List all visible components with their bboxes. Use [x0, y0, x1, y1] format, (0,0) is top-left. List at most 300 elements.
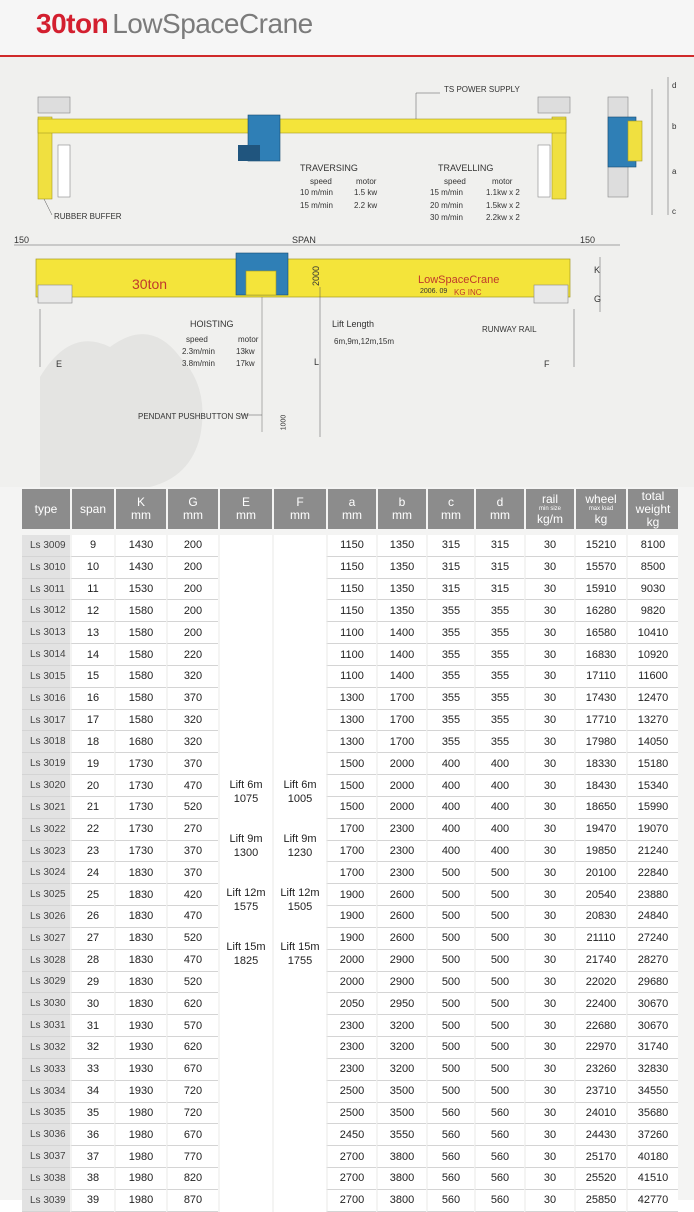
cell-wheel: 16580: [574, 622, 626, 644]
dim-a-label: a: [672, 167, 677, 176]
cell-wheel: 23260: [574, 1059, 626, 1081]
cell-wheel: 25520: [574, 1168, 626, 1190]
cell-a: 1150: [326, 557, 376, 579]
cell-e-line: 1575: [233, 901, 259, 914]
cell-rail: 30: [524, 644, 574, 666]
col-c: c mm: [426, 489, 474, 529]
col-rail: rail min size kg/m: [524, 489, 574, 529]
page-title: [36, 8, 313, 40]
travelling-motor-1: 1.1kw x 2: [486, 188, 520, 197]
cell-span: 24: [70, 862, 114, 884]
cell-span: 29: [70, 972, 114, 994]
travelling-motor-header: motor: [492, 177, 513, 186]
cell-c: 500: [426, 1015, 474, 1037]
table-row: [22, 688, 678, 710]
cell-rail: 30: [524, 928, 574, 950]
cell-rail: 30: [524, 1124, 574, 1146]
cell-e-merged: [218, 529, 272, 1212]
cell-rail: 30: [524, 972, 574, 994]
cell-d: 500: [474, 1081, 524, 1103]
cell-type: Ls 3033: [22, 1059, 70, 1081]
cell-b: 3800: [376, 1146, 426, 1168]
cell-rail: 30: [524, 906, 574, 928]
table-row: [22, 579, 678, 601]
cell-type: Ls 3037: [22, 1146, 70, 1168]
cell-wheel: 20540: [574, 884, 626, 906]
cell-c: 355: [426, 644, 474, 666]
cell-wheel: 22680: [574, 1015, 626, 1037]
cell-rail: 30: [524, 797, 574, 819]
cell-k: 1730: [114, 775, 166, 797]
beam-maker-label: KG INC: [454, 288, 482, 297]
cell-rail: 30: [524, 753, 574, 775]
cell-rail: 30: [524, 622, 574, 644]
cell-wheel: 25170: [574, 1146, 626, 1168]
travelling-speed-header: speed: [444, 177, 466, 186]
cell-b: 1400: [376, 622, 426, 644]
cell-rail: 30: [524, 1146, 574, 1168]
cell-k: 1580: [114, 644, 166, 666]
cell-k: 1580: [114, 710, 166, 732]
side-view-crane: [608, 77, 668, 215]
cell-span: 20: [70, 775, 114, 797]
cell-d: 355: [474, 600, 524, 622]
table-row: [22, 906, 678, 928]
cell-type: Ls 3023: [22, 841, 70, 863]
table-row: [22, 1168, 678, 1190]
cell-total-weight: 19070: [626, 819, 678, 841]
dim-1000-label: 1000: [280, 414, 288, 431]
cell-wheel: 19470: [574, 819, 626, 841]
cell-g: 520: [166, 797, 218, 819]
table-row: [22, 841, 678, 863]
cell-type: Ls 3021: [22, 797, 70, 819]
cell-g: 270: [166, 819, 218, 841]
cell-b: 2300: [376, 841, 426, 863]
cell-g: 370: [166, 841, 218, 863]
cell-span: 13: [70, 622, 114, 644]
cell-c: 355: [426, 731, 474, 753]
header: [0, 0, 694, 56]
cell-f-line: 1755: [287, 955, 313, 968]
table-row: [22, 950, 678, 972]
cell-c: 500: [426, 950, 474, 972]
hoisting-motor-1: 13kw: [236, 347, 255, 356]
cell-a: 1300: [326, 731, 376, 753]
cell-span: 11: [70, 579, 114, 601]
dim-g-label: G: [594, 294, 602, 304]
cell-span: 39: [70, 1190, 114, 1212]
cell-k: 1830: [114, 950, 166, 972]
cell-k: 1730: [114, 797, 166, 819]
cell-rail: 30: [524, 688, 574, 710]
cell-d: 560: [474, 1190, 524, 1212]
runway-rail-label: RUNWAY RAIL: [482, 325, 537, 334]
col-e: E mm: [218, 489, 272, 529]
cell-type: Ls 3020: [22, 775, 70, 797]
cell-k: 1930: [114, 1059, 166, 1081]
span-left-dim: 150: [14, 235, 30, 245]
cell-type: Ls 3018: [22, 731, 70, 753]
spec-table: [22, 489, 678, 1212]
table-row: [22, 1059, 678, 1081]
cell-b: 2950: [376, 993, 426, 1015]
cell-type: Ls 3012: [22, 600, 70, 622]
cell-total-weight: 28270: [626, 950, 678, 972]
cell-g: 670: [166, 1059, 218, 1081]
table-row: [22, 557, 678, 579]
table-row: [22, 529, 678, 557]
cell-g: 370: [166, 753, 218, 775]
cell-k: 1680: [114, 731, 166, 753]
cell-c: 315: [426, 557, 474, 579]
cell-c: 560: [426, 1168, 474, 1190]
cell-g: 670: [166, 1124, 218, 1146]
cell-g: 320: [166, 710, 218, 732]
cell-type: Ls 3031: [22, 1015, 70, 1037]
cell-wheel: 24010: [574, 1103, 626, 1125]
cell-g: 570: [166, 1015, 218, 1037]
cell-g: 200: [166, 579, 218, 601]
cell-k: 1830: [114, 972, 166, 994]
cell-span: 16: [70, 688, 114, 710]
cell-a: 1150: [326, 529, 376, 557]
cell-c: 315: [426, 529, 474, 557]
cell-g: 470: [166, 775, 218, 797]
cell-d: 400: [474, 775, 524, 797]
cell-g: 200: [166, 600, 218, 622]
table-row: [22, 862, 678, 884]
cell-k: 1730: [114, 841, 166, 863]
cell-rail: 30: [524, 1103, 574, 1125]
cell-wheel: 25850: [574, 1190, 626, 1212]
cell-k: 1830: [114, 928, 166, 950]
col-wheel: wheel max load kg: [574, 489, 626, 529]
table-row: [22, 1015, 678, 1037]
cell-wheel: 22020: [574, 972, 626, 994]
cell-c: 355: [426, 600, 474, 622]
cell-b: 2900: [376, 950, 426, 972]
traversing-speed-2: 15 m/min: [300, 201, 333, 210]
cell-b: 2600: [376, 906, 426, 928]
cell-b: 2900: [376, 972, 426, 994]
cell-wheel: 21110: [574, 928, 626, 950]
cell-c: 560: [426, 1124, 474, 1146]
cell-c: 400: [426, 775, 474, 797]
cell-b: 3500: [376, 1081, 426, 1103]
cell-k: 1980: [114, 1190, 166, 1212]
traversing-speed-header: speed: [310, 177, 332, 186]
cell-total-weight: 21240: [626, 841, 678, 863]
cell-g: 470: [166, 906, 218, 928]
cell-type: Ls 3028: [22, 950, 70, 972]
spec-table-body: [22, 529, 678, 1212]
cell-b: 3200: [376, 1059, 426, 1081]
dim-f-label: F: [544, 359, 550, 369]
cell-b: 1350: [376, 529, 426, 557]
cell-span: 33: [70, 1059, 114, 1081]
cell-d: 500: [474, 972, 524, 994]
cell-k: 1580: [114, 600, 166, 622]
cell-wheel: 20830: [574, 906, 626, 928]
cell-a: 2300: [326, 1059, 376, 1081]
cell-k: 1430: [114, 557, 166, 579]
cell-span: 36: [70, 1124, 114, 1146]
cell-a: 2700: [326, 1168, 376, 1190]
cell-k: 1930: [114, 1015, 166, 1037]
cell-wheel: 24430: [574, 1124, 626, 1146]
cell-k: 1830: [114, 862, 166, 884]
cell-a: 1100: [326, 666, 376, 688]
cell-span: 10: [70, 557, 114, 579]
cell-total-weight: 24840: [626, 906, 678, 928]
cell-k: 1930: [114, 1081, 166, 1103]
travelling-title: TRAVELLING: [438, 163, 494, 173]
cell-e-line: 1075: [233, 793, 259, 806]
cell-d: 560: [474, 1103, 524, 1125]
cell-g: 320: [166, 666, 218, 688]
cell-a: 1300: [326, 688, 376, 710]
cell-d: 355: [474, 731, 524, 753]
cell-total-weight: 8500: [626, 557, 678, 579]
crane-drawing-svg: [0, 57, 694, 487]
cell-a: 1500: [326, 797, 376, 819]
table-row: [22, 1146, 678, 1168]
cell-b: 2300: [376, 819, 426, 841]
cell-d: 560: [474, 1124, 524, 1146]
table-row: [22, 928, 678, 950]
cell-c: 500: [426, 1081, 474, 1103]
cell-d: 500: [474, 928, 524, 950]
col-span: span: [70, 489, 114, 529]
cell-d: 400: [474, 753, 524, 775]
cell-k: 1430: [114, 529, 166, 557]
cell-span: 22: [70, 819, 114, 841]
cell-a: 1300: [326, 710, 376, 732]
cell-type: Ls 3027: [22, 928, 70, 950]
table-row: [22, 993, 678, 1015]
title-product: LowSpaceCrane: [112, 8, 313, 39]
table-row: [22, 753, 678, 775]
cell-type: Ls 3017: [22, 710, 70, 732]
cell-d: 560: [474, 1146, 524, 1168]
col-d: d mm: [474, 489, 524, 529]
hoisting-motor-2: 17kw: [236, 359, 255, 368]
cell-c: 355: [426, 666, 474, 688]
col-g: G mm: [166, 489, 218, 529]
cell-wheel: 15910: [574, 579, 626, 601]
cell-a: 2700: [326, 1146, 376, 1168]
cell-g: 820: [166, 1168, 218, 1190]
col-type: type: [22, 489, 70, 529]
cell-rail: 30: [524, 1190, 574, 1212]
cell-e-line: Lift 9m: [229, 833, 263, 846]
cell-d: 500: [474, 993, 524, 1015]
cell-c: 500: [426, 972, 474, 994]
cell-g: 620: [166, 993, 218, 1015]
cell-span: 21: [70, 797, 114, 819]
cell-type: Ls 3011: [22, 579, 70, 601]
cell-b: 2000: [376, 797, 426, 819]
col-f: F mm: [272, 489, 326, 529]
cell-type: Ls 3035: [22, 1103, 70, 1125]
cell-k: 1730: [114, 819, 166, 841]
cell-total-weight: 9030: [626, 579, 678, 601]
lift-length-title: Lift Length: [332, 319, 375, 329]
cell-g: 420: [166, 884, 218, 906]
cell-b: 2300: [376, 862, 426, 884]
cell-d: 315: [474, 579, 524, 601]
table-row: [22, 797, 678, 819]
table-row: [22, 622, 678, 644]
table-row: [22, 644, 678, 666]
cell-a: 2050: [326, 993, 376, 1015]
cell-g: 720: [166, 1081, 218, 1103]
cell-b: 1350: [376, 557, 426, 579]
cell-c: 500: [426, 1037, 474, 1059]
cell-a: 1700: [326, 819, 376, 841]
cell-total-weight: 11600: [626, 666, 678, 688]
cell-rail: 30: [524, 841, 574, 863]
cell-b: 3500: [376, 1103, 426, 1125]
cell-b: 1700: [376, 731, 426, 753]
cell-k: 1830: [114, 884, 166, 906]
cell-span: 34: [70, 1081, 114, 1103]
cell-total-weight: 15990: [626, 797, 678, 819]
cell-type: Ls 3026: [22, 906, 70, 928]
cell-rail: 30: [524, 666, 574, 688]
cell-c: 500: [426, 928, 474, 950]
cell-total-weight: 42770: [626, 1190, 678, 1212]
cell-rail: 30: [524, 993, 574, 1015]
cell-total-weight: 30670: [626, 993, 678, 1015]
cell-f-line: 1230: [287, 847, 313, 860]
cell-g: 200: [166, 557, 218, 579]
cell-k: 1580: [114, 666, 166, 688]
cell-wheel: 22400: [574, 993, 626, 1015]
cell-c: 500: [426, 862, 474, 884]
cell-b: 1700: [376, 688, 426, 710]
cell-a: 2500: [326, 1103, 376, 1125]
cell-c: 500: [426, 1059, 474, 1081]
cell-total-weight: 10920: [626, 644, 678, 666]
cell-e-line: 1825: [233, 955, 259, 968]
hoisting-speed-2: 3.8m/min: [182, 359, 215, 368]
cell-k: 1980: [114, 1146, 166, 1168]
col-total-weight: total weight kg: [626, 489, 678, 529]
cell-d: 355: [474, 644, 524, 666]
table-row: [22, 1190, 678, 1212]
cell-a: 1150: [326, 600, 376, 622]
cell-a: 2300: [326, 1015, 376, 1037]
cell-type: Ls 3014: [22, 644, 70, 666]
cell-g: 200: [166, 622, 218, 644]
cell-g: 770: [166, 1146, 218, 1168]
cell-wheel: 17980: [574, 731, 626, 753]
travelling-speed-1: 15 m/min: [430, 188, 463, 197]
cell-rail: 30: [524, 1168, 574, 1190]
cell-c: 560: [426, 1103, 474, 1125]
cell-c: 400: [426, 753, 474, 775]
cell-b: 2000: [376, 775, 426, 797]
cell-rail: 30: [524, 731, 574, 753]
cell-type: Ls 3036: [22, 1124, 70, 1146]
cell-a: 1700: [326, 862, 376, 884]
cell-rail: 30: [524, 862, 574, 884]
hoisting-speed-header: speed: [186, 335, 208, 344]
cell-c: 355: [426, 688, 474, 710]
cell-span: 26: [70, 906, 114, 928]
cell-d: 500: [474, 906, 524, 928]
cell-span: 9: [70, 529, 114, 557]
cell-b: 2600: [376, 928, 426, 950]
cell-total-weight: 15180: [626, 753, 678, 775]
cell-a: 2700: [326, 1190, 376, 1212]
cell-wheel: 15210: [574, 529, 626, 557]
travelling-motor-2: 1.5kw x 2: [486, 201, 520, 210]
cell-c: 500: [426, 884, 474, 906]
cell-span: 37: [70, 1146, 114, 1168]
lift-length-values: 6m,9m,12m,15m: [334, 337, 395, 346]
cell-rail: 30: [524, 557, 574, 579]
cell-e-line: Lift 12m: [226, 887, 266, 900]
cell-type: Ls 3024: [22, 862, 70, 884]
cell-c: 400: [426, 841, 474, 863]
cell-d: 400: [474, 819, 524, 841]
cell-type: Ls 3019: [22, 753, 70, 775]
cell-rail: 30: [524, 1037, 574, 1059]
travelling-speed-3: 30 m/min: [430, 213, 463, 222]
cell-a: 2300: [326, 1037, 376, 1059]
cell-b: 1400: [376, 644, 426, 666]
table-row: [22, 731, 678, 753]
cell-a: 1900: [326, 906, 376, 928]
cell-type: Ls 3016: [22, 688, 70, 710]
cell-span: 32: [70, 1037, 114, 1059]
cell-d: 355: [474, 710, 524, 732]
cell-span: 38: [70, 1168, 114, 1190]
cell-span: 35: [70, 1103, 114, 1125]
cell-g: 620: [166, 1037, 218, 1059]
cell-a: 2000: [326, 950, 376, 972]
cell-type: Ls 3013: [22, 622, 70, 644]
cell-d: 500: [474, 1015, 524, 1037]
table-row: [22, 972, 678, 994]
cell-d: 560: [474, 1168, 524, 1190]
cell-a: 1900: [326, 928, 376, 950]
height-2000-label: 2000: [311, 265, 322, 287]
cell-g: 520: [166, 928, 218, 950]
beam-brand-label: LowSpaceCrane: [418, 274, 500, 286]
cell-a: 1150: [326, 579, 376, 601]
cell-a: 1900: [326, 884, 376, 906]
col-b: b mm: [376, 489, 426, 529]
top-view-crane: [38, 97, 570, 199]
cell-d: 315: [474, 557, 524, 579]
cell-wheel: 18330: [574, 753, 626, 775]
cell-d: 355: [474, 688, 524, 710]
beam-capacity-label: 30ton: [132, 276, 168, 292]
cell-d: 500: [474, 1037, 524, 1059]
cell-total-weight: 8100: [626, 529, 678, 557]
cell-wheel: 23710: [574, 1081, 626, 1103]
cell-k: 1530: [114, 579, 166, 601]
cell-total-weight: 15340: [626, 775, 678, 797]
cell-e-line: Lift 15m: [226, 941, 266, 954]
cell-b: 2600: [376, 884, 426, 906]
cell-type: Ls 3022: [22, 819, 70, 841]
cell-span: 23: [70, 841, 114, 863]
